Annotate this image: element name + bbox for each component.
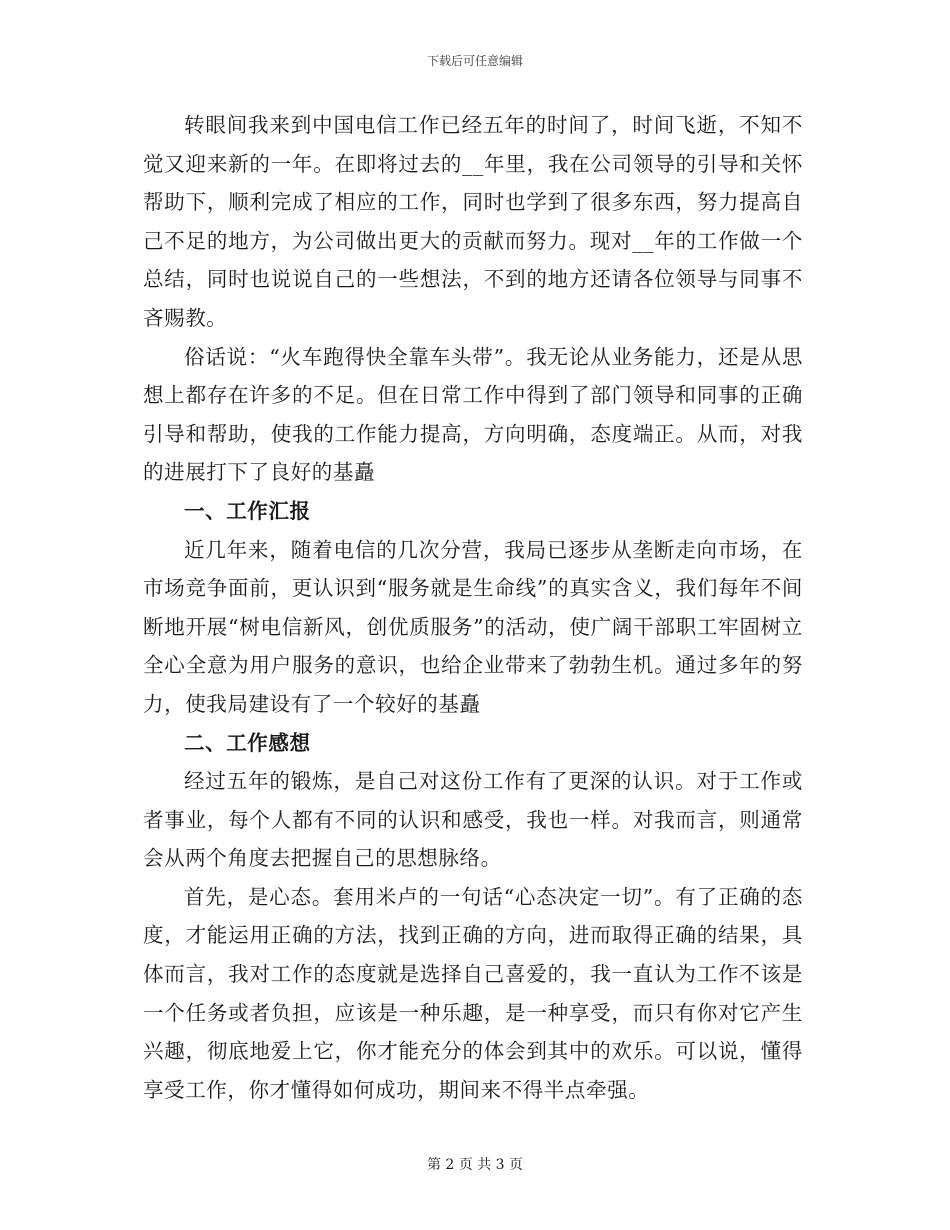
paragraph-intro: 转眼间我来到中国电信工作已经五年的时间了，时间飞逝，不知不觉又迎来新的一年。在即将过去的__年里，我在公司领导的引导和关怀帮助下，顺利完成了相应的工作，同时也学到了很多东西，努力提高自己不足的地方，为公司做出更大的贡献而努力。现对__年的工作做一个总结，同时也说说自己的一些想法，不到的地方还请各位领导与同事不吝赐教。 — [143, 113, 803, 330]
paragraph-proverb: 俗话说：“火车跑得快全靠车头带”。我无论从业务能力，还是从思想上都存在许多的不足。但在日常工作中得到了部门领导和同事的正确引导和帮助，使我的工作能力提高，方向明确，态度端正。从而，对我的进展打下了良好的基矗 — [143, 344, 803, 485]
paragraph-attitude: 首先，是心态。套用米卢的一句话“心态决定一切”。有了正确的态度，才能运用正确的方法，找到正确的方向，进而取得正确的结果，具体而言，我对工作的态度就是选择自己喜爱的，我一直认为工作不该是一个任务或者负担，应该是一种乐趣，是一种享受，而只有你对它产生兴趣，彻底地爱上它，你才能充分的体会到其中的欢乐。可以说，懂得享受工作，你才懂得如何成功，期间来不得半点牵强。 — [143, 884, 803, 1102]
document-body — [143, 106, 803, 1109]
page-footer: 第 2 页 共 3 页 — [426, 1157, 524, 1173]
paragraph-reflections: 经过五年的锻炼，是自己对这份工作有了更深的认识。对于工作或者事业，每个人都有不同的认识和感受，我也一样。对我而言，则通常会从两个角度去把握自己的思想脉络。 — [143, 769, 803, 871]
section-heading-work-report: 一、工作汇报 — [184, 498, 311, 523]
section-heading-work-reflections: 二、工作感想 — [184, 730, 311, 755]
page-header: 下载后可任意编辑 — [426, 54, 523, 68]
paragraph-work-report: 近几年来，随着电信的几次分营，我局已逐步从垄断走向市场，在市场竞争面前，更认识到“服务就是生命线”的真实含义，我们每年不间断地开展“树电信新风，创优质服务”的活动，使广阔干部职工牢固树立全心全意为用户服务的意识，也给企业带来了勃勃生机。通过多年的努力，使我局建设有了一个较好的基矗 — [143, 537, 803, 716]
